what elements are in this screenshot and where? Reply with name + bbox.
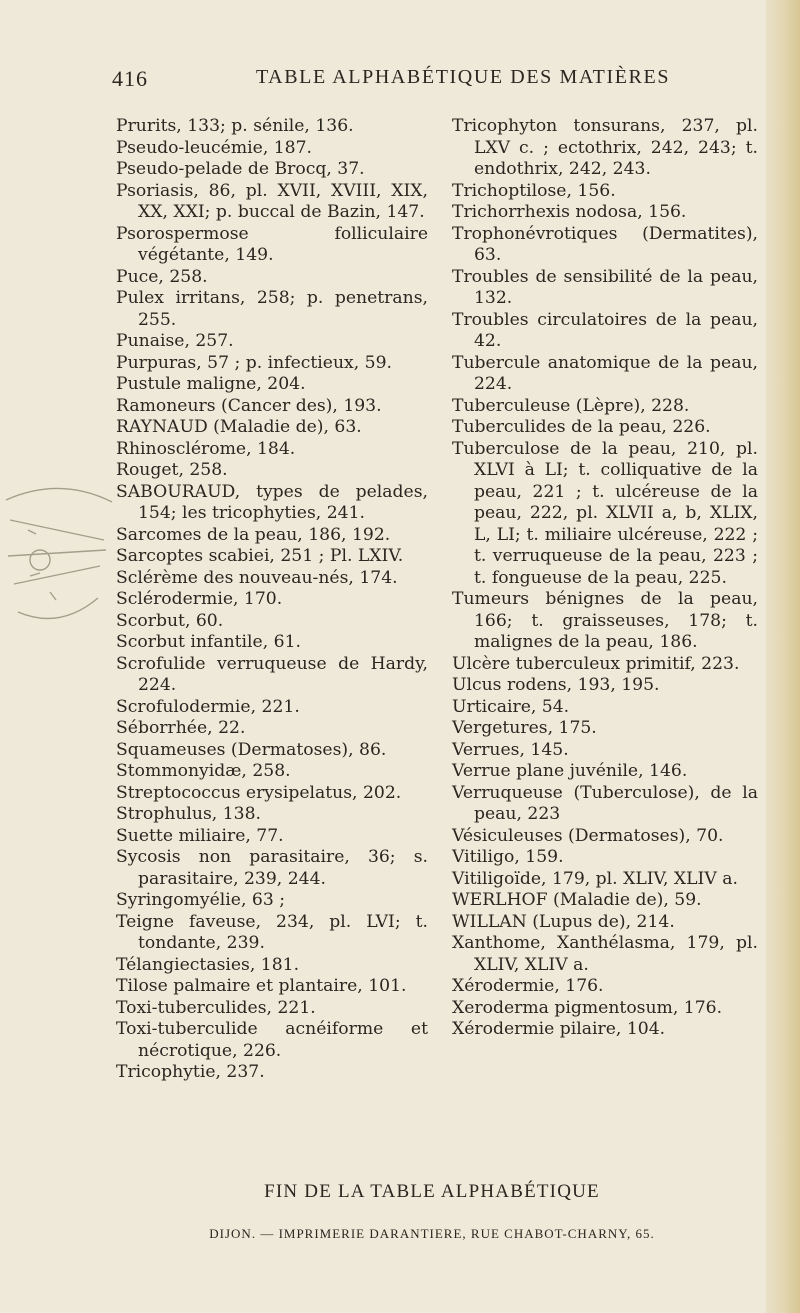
index-entry: Rhinosclérome, 184. [116,438,296,459]
index-entry: Séborrhée, 22. [116,718,246,738]
index-entry: Vitiligoïde, 179, pl. XLIV, XLIV a. [452,868,738,889]
index-entry: Télangiectasies, 181. [116,954,300,975]
index-entry: Vésiculeuses (Dermatoses), 70. [452,825,724,846]
index-entry: Tuberculeuse (Lèpre), 228. [452,395,690,416]
index-entry: Tubercule anatomique de la peau, 224. [452,352,758,394]
index-entry: Tricophyton tonsurans, 237, pl. LXV c. ; ectothrix, 242, 243; t. endothrix, 242, 243. [452,116,758,179]
index-entry: Psorospermose folliculaire végétante, 149. [116,223,428,265]
index-entry: Pustule maligne, 204. [116,374,306,394]
index-entry: Teigne faveuse, 234, pl. LVI; t. tondante, 239. [116,911,428,953]
index-entry: Purpuras, 57 ; p. infectieux, 59. [116,352,392,373]
index-entry: Suette miliaire, 77. [116,825,284,846]
index-entry: Sycosis non parasitaire, 36; s. parasitaire, 239, 244. [116,847,428,889]
index-entry: Vergetures, 175. [452,718,597,738]
end-of-table-note: FIN DE LA TABLE ALPHABÉTIQUE [264,1181,600,1202]
index-entry: Scorbut infantile, 61. [116,632,301,652]
index-entry: Vitiligo, 159. [452,847,564,867]
page-number: 416 [112,66,148,91]
index-entry: Troubles de sensibilité de la peau, 132. [452,266,758,308]
index-entry: Pulex irritans, 258; p. penetrans, 255. [116,288,428,330]
index-entry: Rouget, 258. [116,460,228,480]
index-entry: Troubles circulatoires de la peau, 42. [452,309,758,351]
index-entry: Ramoneurs (Cancer des), 193. [116,395,382,416]
index-entry: Prurits, 133; p. sénile, 136. [116,116,354,136]
index-entry: Puce, 258. [116,266,208,287]
index-entry: Trophonévrotiques (Dermatites), 63. [452,223,758,265]
index-entry: WERLHOF (Maladie de), 59. [452,890,702,910]
index-entry: Sarcomes de la peau, 186, 192. [116,524,391,545]
index-entry: Squameuses (Dermatoses), 86. [116,739,387,760]
index-entry: Streptococcus erysipelatus, 202. [116,782,402,803]
index-entry: Trichoptilose, 156. [452,180,616,201]
index-entry: Urticaire, 54. [452,696,570,717]
page-header [112,66,752,98]
index-entry: Sclérème des nouveau-nés, 174. [116,567,398,588]
index-entry: Verruqueuse (Tuberculose), de la peau, 223 [452,782,758,824]
index-entry: Tilose palmaire et plantaire, 101. [116,976,407,996]
index-entry: Verrues, 145. [452,739,569,760]
index-entry: Ulcus rodens, 193, 195. [452,675,660,695]
index-entry: SABOURAUD, types de pelades, 154; les tricophyties, 241. [116,481,428,523]
index-entry: Tuberculose de la peau, 210, pl. XLVI à LI; t. colliquative de la peau, 221 ; t. ulcéreuse de la peau, 222, pl. XLVII a, b, XLIX, L, LI; t. miliaire ulcéreuse, 222 ; t. verruqueuse de la peau, 223 ; t. fongueuse de la peau, 225. [452,438,758,588]
index-entry: Toxi-tuberculide acnéiforme et nécrotique, 226. [116,1019,428,1061]
index-entry: Psoriasis, 86, pl. XVII, XVIII, XIX, XX, XXI; p. buccal de Bazin, 147. [116,180,428,222]
index-column-left [116,116,428,1084]
printer-imprint: DIJON. — IMPRIMERIE DARANTIERE, RUE CHABOT-CHARNY, 65. [209,1226,655,1241]
index-entry: Scorbut, 60. [116,610,224,631]
library-stamp [0,480,120,630]
running-title: TABLE ALPHABÉTIQUE DES MATIÈRES [255,66,671,88]
index-entry: Xérodermie pilaire, 104. [452,1019,666,1039]
page-edge [766,0,800,1313]
index-entry: WILLAN (Lupus de), 214. [452,911,675,932]
index-entry: Strophulus, 138. [116,804,261,824]
index-entry: Toxi-tuberculides, 221. [116,997,316,1018]
index-entry: Xeroderma pigmentosum, 176. [452,997,723,1018]
index-entry: Tuberculides de la peau, 226. [452,417,711,437]
index-entry: Stommonyidæ, 258. [116,761,291,781]
index-entry: Trichorrhexis nodosa, 156. [452,202,687,222]
index-entry: Scrofulodermie, 221. [116,696,300,717]
index-entry: Xérodermie, 176. [452,976,604,996]
index-entry: Sclérodermie, 170. [116,589,283,609]
index-entry: Sarcoptes scabiei, 251 ; Pl. LXIV. [116,546,404,566]
index-entry: Verrue plane juvénile, 146. [452,761,688,781]
index-entry: Pseudo-leucémie, 187. [116,137,313,158]
index-entry: Scrofulide verruqueuse de Hardy, 224. [116,653,428,695]
index-column-right [452,116,758,1041]
index-entry: Pseudo-pelade de Brocq, 37. [116,159,365,179]
index-entry: Xanthome, Xanthélasma, 179, pl. XLIV, XLIV a. [452,933,758,975]
index-entry: Ulcère tuberculeux primitif, 223. [452,653,740,674]
index-entry: RAYNAUD (Maladie de), 63. [116,417,362,437]
index-entry: Syringomyélie, 63 ; [116,890,286,910]
index-entry: Punaise, 257. [116,331,234,351]
index-entry: Tricophytie, 237. [116,1062,265,1082]
index-entry: Tumeurs bénignes de la peau, 166; t. graisseuses, 178; t. malignes de la peau, 186. [452,589,758,652]
